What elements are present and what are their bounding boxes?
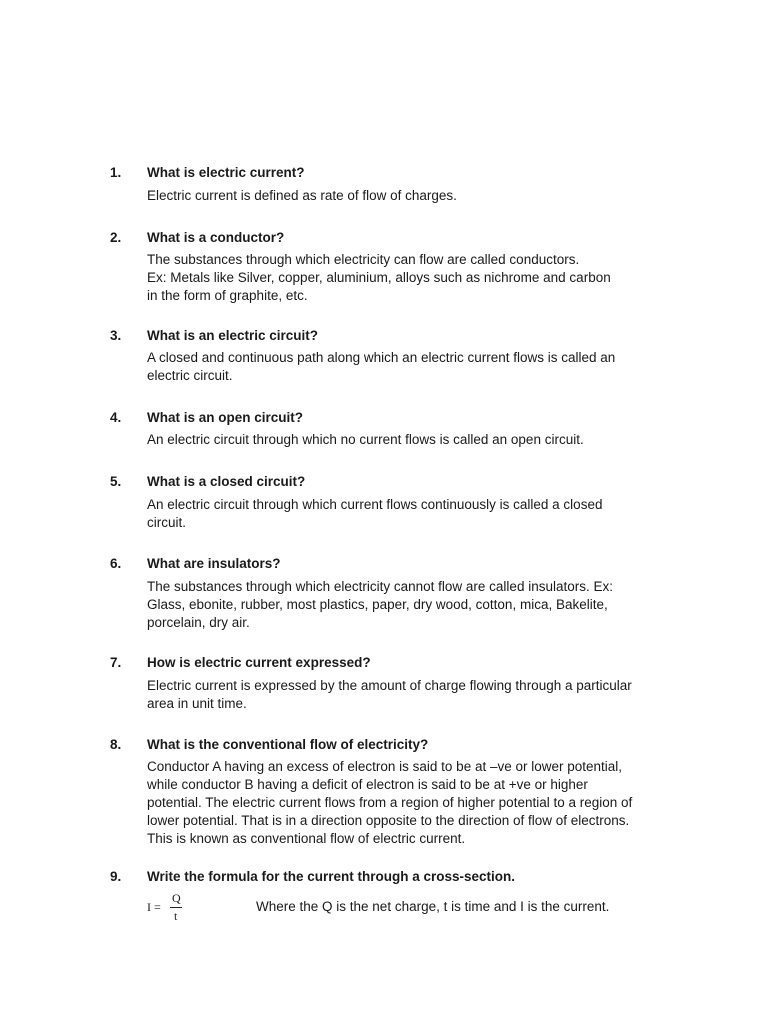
answer-line: circuit. <box>147 515 187 530</box>
answer-line: porcelain, dry air. <box>147 615 250 630</box>
answer-line: while conductor B having a deficit of electron is said to be at +ve or higher <box>147 777 588 792</box>
answer-line: This is known as conventional flow of electric current. <box>147 831 466 846</box>
question-text: What is electric current? <box>147 165 305 180</box>
formula-denominator: t <box>174 909 178 923</box>
answer-text <box>147 758 707 848</box>
question-text: What is a conductor? <box>147 230 285 245</box>
answer-line: The substances through which electricity can flow are called conductors. <box>147 252 580 267</box>
current-formula <box>147 891 207 925</box>
question-number: 1. <box>110 165 122 180</box>
answer-line: area in unit time. <box>147 696 247 711</box>
answer-line: Ex: Metals like Silver, copper, aluminium, alloys such as nichrome and carbon <box>147 270 611 285</box>
answer-text <box>147 431 707 449</box>
question-text: What are insulators? <box>147 556 281 571</box>
answer-line: in the form of graphite, etc. <box>147 288 308 303</box>
question-text: What is an open circuit? <box>147 410 304 425</box>
answer-line: lower potential. That is in a direction opposite to the direction of flow of electrons. <box>147 813 630 828</box>
question-number: 2. <box>110 230 122 245</box>
answer-line: An electric circuit through which current flows continuously is called a closed <box>147 497 603 512</box>
answer-line: Electric current is expressed by the amount of charge flowing through a particular <box>147 678 632 693</box>
question-number: 9. <box>110 869 122 884</box>
answer-line: electric circuit. <box>147 368 233 383</box>
question-text: What is a closed circuit? <box>147 474 306 489</box>
answer-line: A closed and continuous path along which an electric current flows is called an <box>147 350 616 365</box>
answer-text <box>147 578 707 632</box>
answer-text <box>147 677 707 713</box>
answer-line: An electric circuit through which no current flows is called an open circuit. <box>147 432 584 447</box>
answer-line: Glass, ebonite, rubber, most plastics, paper, dry wood, cotton, mica, Bakelite, <box>147 597 608 612</box>
question-number: 5. <box>110 474 122 489</box>
formula-lhs: I = <box>147 900 161 914</box>
question-number: 8. <box>110 737 122 752</box>
answer-line: The substances through which electricity cannot flow are called insulators. Ex: <box>147 579 613 594</box>
formula-numerator: Q <box>172 891 181 905</box>
answer-text <box>147 251 707 305</box>
question-number: 6. <box>110 556 122 571</box>
answer-line: potential. The electric current flows from a region of higher potential to a region of <box>147 795 633 810</box>
formula-description: Where the Q is the net charge, t is time and I is the current. <box>256 899 610 914</box>
question-number: 3. <box>110 328 122 343</box>
answer-line: Electric current is defined as rate of flow of charges. <box>147 188 457 203</box>
question-text: Write the formula for the current through a cross-section. <box>147 869 516 884</box>
question-text: What is the conventional flow of electricity? <box>147 737 429 752</box>
question-text: What is an electric circuit? <box>147 328 319 343</box>
question-text: How is electric current expressed? <box>147 655 371 670</box>
answer-line: Conductor A having an excess of electron is said to be at –ve or lower potential, <box>147 759 623 774</box>
question-number: 4. <box>110 410 122 425</box>
answer-text <box>147 496 707 532</box>
answer-text <box>147 349 707 385</box>
answer-text <box>147 187 707 205</box>
fraction-bar <box>170 907 182 908</box>
question-number: 7. <box>110 655 122 670</box>
